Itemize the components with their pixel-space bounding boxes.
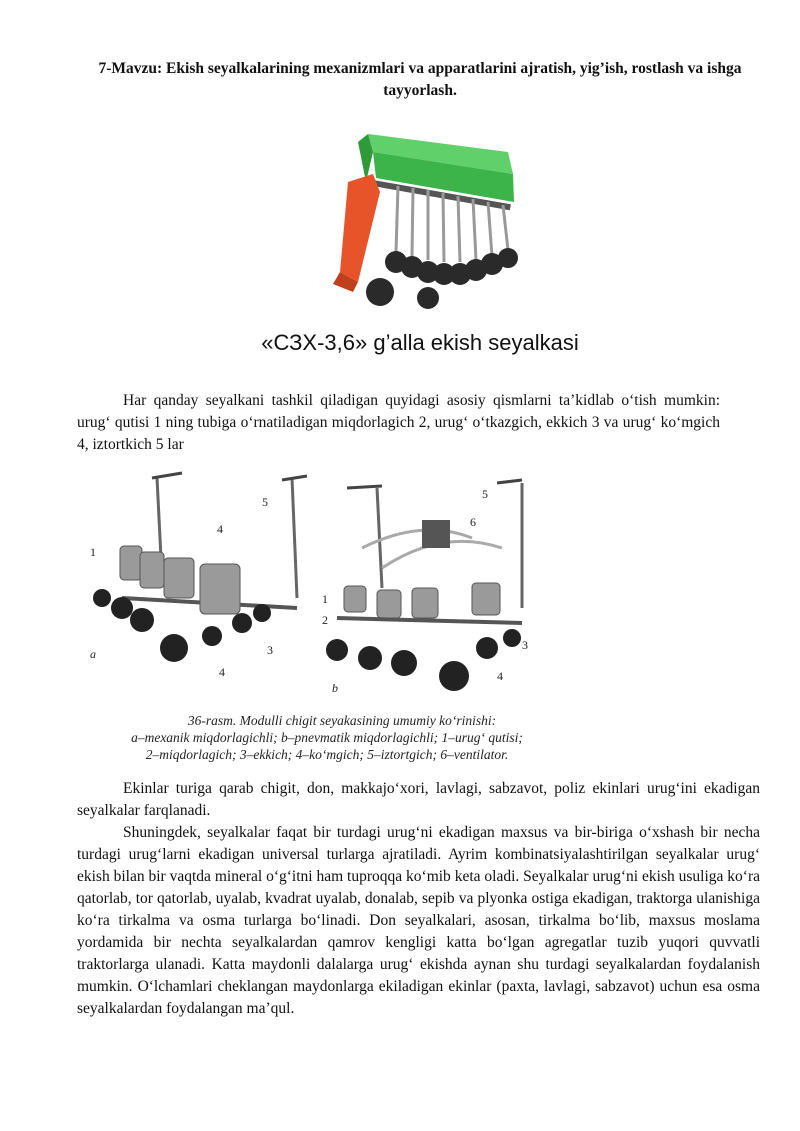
body-text [77, 778, 760, 1020]
body-paragraph: Shuningdek, seyalkalar faqat bir turdagi urug‘ni ekadigan maxsus va bir-biriga o‘xshash bir necha turdagi urug‘larni ekadigan universal turlarga ajratiladi. Ayrim kombinatsiyalashtirilgan seyalkalar urug‘ ekish bilan bir vaqtda mineral o‘g‘itni ham tuproqqa ko‘mib keta oladi. Seyalkalar urug‘ni ekish usuliga ko‘ra qatorlab, tor qatorlab, uyalab, kvadrat uyalab, donalab, sepib va plyonka ostiga ekadigan, traktorga ulanishiga ko‘ra tirkalma va osma turlarga bo‘linadi. Don seyalkalari, asosan, tirkalma bo‘lib, maxsus moslama yordamida bir nechta seyalkalardan qamrov kengligi katta bo‘lgan agregatlar tuzib yuqori quvvatli traktorlarga ulanadi. Katta maydonli dalalarga urug‘ ekishda aynan shu turdagi seyalkalardan foydalanish mumkin. O‘lchamlari cheklangan maydonlarga ekiladigan ekinlar (paxta, lavlagi, sabzavot) uchun esa osma seyalkalardan foydalangan ma’qul. [77, 824, 760, 1017]
svg-text:6: 6 [470, 515, 476, 529]
svg-text:5: 5 [482, 487, 488, 501]
svg-text:2: 2 [322, 613, 328, 627]
intro-paragraph: Har qanday seyalkani tashkil qiladigan quyidagi asosiy qismlarni ta’kidlab o‘tish mumkin: urug‘ qutisi 1 ning tubiga o‘rnatiladigan miqdorlagich 2, urug‘ o‘tkazgich, ekkich 3 va urug‘ ko‘mgich 4, iztortkich 5 lar [77, 392, 720, 453]
figure2-caption-line: a–mexanik miqdorlagichli; b–pnevmatik miqdorlagichli; 1–urug‘ qutisi; [131, 730, 523, 745]
seeder-a-illustration [90, 473, 307, 679]
svg-text:4: 4 [217, 522, 223, 536]
svg-text:3: 3 [522, 638, 528, 652]
page-title: 7-Mavzu: Ekish seyalkalarining mexanizmlari va apparatlarini ajratish, yig’ish, rostlash va ishga tayyorlash. [98, 60, 742, 99]
body-paragraph: Ekinlar turiga qarab chigit, don, makkajo‘xori, lavlagi, sabzavot, poliz ekinlari urug‘ini ekadigan seyalkalar farqlanadi. [77, 780, 760, 819]
grain-seeder-image [318, 122, 528, 312]
figure2-caption-line: 36-rasm. Modulli chigit seyakasining umumiy ko‘rinishi: [187, 713, 497, 728]
figure1-caption: «СЗХ-3,6» g’alla ekish seyalkasi [261, 330, 579, 355]
svg-text:5: 5 [262, 495, 268, 509]
figure2-caption [92, 712, 562, 763]
svg-text:b: b [332, 681, 338, 695]
svg-text:a: a [90, 647, 96, 661]
svg-text:1: 1 [322, 592, 328, 606]
figure2-caption-line: 2–miqdorlagich; 3–ekkich; 4–ko‘mgich; 5–iztortgich; 6–ventilator. [145, 747, 509, 762]
svg-text:4: 4 [219, 665, 225, 679]
svg-text:4: 4 [497, 669, 503, 683]
svg-text:3: 3 [267, 643, 273, 657]
modular-seeder-image [82, 458, 562, 703]
seeder-b-illustration [322, 480, 528, 695]
svg-text:1: 1 [90, 545, 96, 559]
